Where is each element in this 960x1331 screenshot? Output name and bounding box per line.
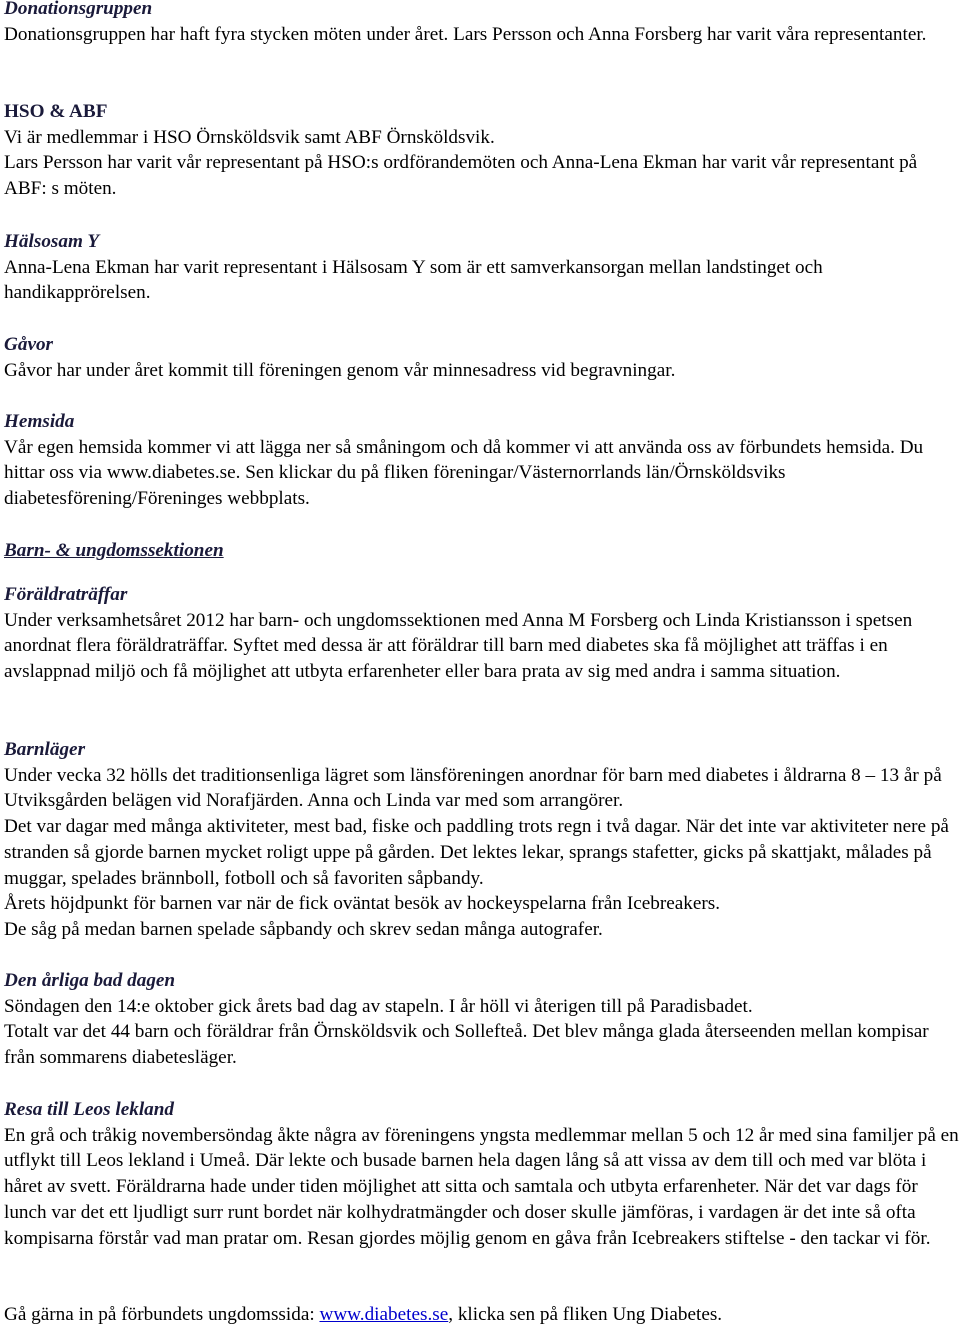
text-barnlager-line-3: Årets höjdpunkt för barnen var när de fick oväntat besök av hockeyspelarna från Icebreakers.	[4, 893, 721, 915]
text-barnlager-line-2: Det var dagar med många aktiviteter, mest bad, fiske och paddling trots regn i två dagar. När det inte var aktiviteter nere på stranden så gjorde barnen mycket roligt uppe på gården. Det lektes lekar, sprangs stafetter, gicks på skattjakt, målades på muggar, spelades brännboll, fotboll och så favoriten såpbandy.	[4, 816, 949, 889]
heading-barn-ungdom: Barn- & ungdomssektionen	[4, 540, 224, 561]
heading-barnlager: Barnläger	[4, 739, 86, 760]
section-hemsida	[4, 409, 960, 512]
footer-ungdomssida	[4, 1302, 960, 1328]
heading-gavor: Gåvor	[4, 334, 54, 355]
heading-leos: Resa till Leos lekland	[4, 1099, 175, 1120]
footer-prefix: Gå gärna in på förbundets ungdomssida:	[4, 1304, 320, 1325]
text-halsosam: Anna-Lena Ekman har varit representant i Hälsosam Y som är ett samverkansorgan mellan landstinget och handikapprörelsen.	[4, 256, 823, 304]
text-barnlager-line-4: De såg på medan barnen spelade såpbandy och skrev sedan många autografer.	[4, 918, 603, 940]
text-leos: En grå och tråkig novembersöndag åkte några av föreningens yngsta medlemmar mellan 5 och 12 år med sina familjer på en utflykt till Leos lekland i Umeå. Där lekte och busade barnen hela dagen lång så att vissa av dem till och med var blöta i håret av svett. Föräldrarna hade under tiden möjlighet att sitta och samtala och utbyta erfarenheter. När det var dags för lunch var det ett ljudligt surr runt bordet när kolhydratmängder och doser skulle jämföras, i vardagen är det inte så ofta kompisarna förstår vad man pratar om. Resan gjordes möjlig genom en gåva från Icebreakers stiftelse - den tackar vi för.	[4, 1124, 959, 1249]
section-barn-ungdom	[4, 538, 960, 564]
text-foraldratraffar: Under verksamhetsåret 2012 har barn- och ungdomssektionen med Anna M Forsberg och Linda Kristiansson i spetsen anordnat flera föräldraträffar. Syftet med dessa är att föräldrar till barn med diabetes ska få möjlighet att träffas i en avslappnad miljö och få möjlighet att utbyta erfarenheter eller bara prata av sig med andra i samma situation.	[4, 609, 913, 683]
text-hso-abf-line-1: Vi är medlemmar i HSO Örnsköldsvik samt ABF Örnsköldsvik.	[4, 126, 495, 148]
text-hemsida: Vår egen hemsida kommer vi att lägga ner så småningom och då kommer vi att använda oss av förbundets hemsida. Du hittar oss via www.diabetes.se. Sen klickar du på fliken föreningar/Västernorrlands län/Örnsköldsviks diabetesförening/Föreninges webbplats.	[4, 436, 924, 510]
heading-hso-abf: HSO & ABF	[4, 101, 108, 122]
section-halsosam	[4, 229, 960, 306]
section-barnlager	[4, 737, 960, 943]
diabetes-link[interactable]: www.diabetes.se	[319, 1304, 449, 1325]
text-bad-dagen-line-2: Totalt var det 44 barn och föräldrar från Örnsköldsvik och Sollefteå. Det blev många glada återseenden mellan kompisar från sommarens diabetesläger.	[4, 1021, 929, 1069]
text-gavor: Gåvor har under året kommit till föreningen genom vår minnesadress vid begravningar.	[4, 359, 676, 381]
text-barnlager-line-1: Under vecka 32 hölls det traditionsenliga lägret som länsföreningen anordnar för barn med diabetes i åldrarna 8 – 13 år på Utviksgården belägen vid Norafjärden. Anna och Linda var med som arrangörer.	[4, 764, 942, 812]
footer-suffix: , klicka sen på fliken Ung Diabetes.	[448, 1304, 723, 1325]
text-donationsgruppen: Donationsgruppen har haft fyra stycken möten under året. Lars Persson och Anna Forsberg har varit våra representanter.	[4, 23, 927, 45]
section-donationsgruppen	[4, 0, 960, 47]
heading-hemsida: Hemsida	[4, 411, 75, 432]
heading-donationsgruppen: Donationsgruppen	[4, 0, 153, 19]
heading-foraldratraffar: Föräldraträffar	[4, 584, 128, 605]
section-gavor	[4, 332, 960, 383]
heading-halsosam: Hälsosam Y	[4, 231, 100, 252]
heading-bad-dagen: Den årliga bad dagen	[4, 970, 176, 991]
section-hso-abf	[4, 99, 960, 202]
section-bad-dagen	[4, 968, 960, 1071]
section-foraldratraffar	[4, 582, 960, 685]
section-leos	[4, 1097, 960, 1251]
text-bad-dagen-line-1: Söndagen den 14:e oktober gick årets bad dag av stapeln. I år höll vi återigen till på Paradisbadet.	[4, 995, 753, 1017]
text-hso-abf-line-2: Lars Persson har varit vår representant på HSO:s ordförandemöten och Anna-Lena Ekman har varit vår representant på ABF: s möten.	[4, 152, 918, 200]
